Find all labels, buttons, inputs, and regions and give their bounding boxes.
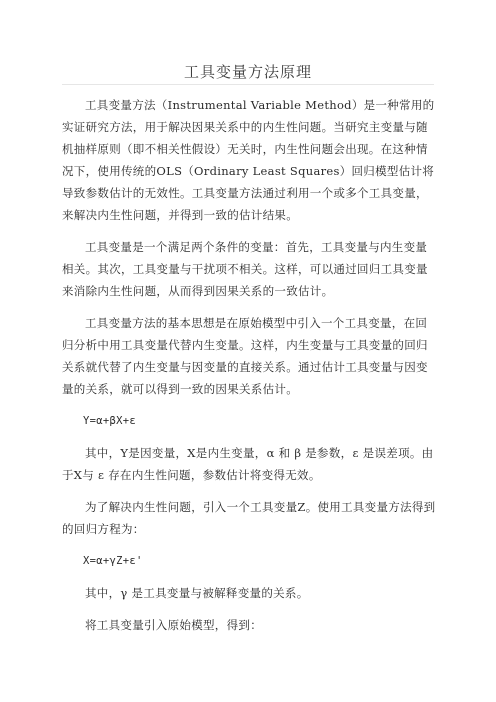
paragraph-intro: 工具变量方法（Instrumental Variable Method）是一种常用的实证研究方法，用于解决因果关系中的内生性问题。当研究主变量与随机抽样原则（即不相关性假设）无关时，内生性问题会出现。在这种情况下，使用传统的OLS（Ordinary Least Squares）回归模型估计将导致参数估计的无效性。工具变量方法通过利用一个或多个工具变量，来解决内生性问题，并得到一致的估计结果。 <box>62 98 435 222</box>
formula-original-model: Y=α+βX+ε <box>83 415 136 427</box>
document-body <box>62 94 438 646</box>
formula-first-stage: X=α+γZ+ε' <box>83 555 143 567</box>
paragraph-substitute-model: 将工具变量引入原始模型，得到： <box>85 618 262 632</box>
paragraph-variable-definitions: 其中，Y是因变量，X是内生变量，α 和 β 是参数，ε 是误差项。由于X与 ε 存在内生性问题，参数估计将变得无效。 <box>62 446 434 482</box>
paragraph-iv-conditions: 工具变量是一个满足两个条件的变量：首先，工具变量与内生变量相关。其次，工具变量与干扰项不相关。这样，可以通过回归工具变量来消除内生性问题，从而得到因果关系的一致估计。 <box>62 240 428 298</box>
paragraph-basic-idea: 工具变量方法的基本思想是在原始模型中引入一个工具变量，在回归分析中用工具变量代替内生变量。这样，内生变量与工具变量的回归关系就代替了内生变量与因变量的直接关系。通过估计工具变量与因变量的关系，就可以得到一致的因果关系估计。 <box>62 316 428 396</box>
paragraph-introduce-iv: 为了解决内生性问题，引入一个工具变量Z。使用工具变量方法得到的回归方程为： <box>62 500 436 536</box>
title-divider <box>62 84 434 85</box>
paragraph-gamma-definition: 其中，γ 是工具变量与被解释变量的关系。 <box>85 586 309 600</box>
document-title: 工具变量方法原理 <box>183 63 312 81</box>
